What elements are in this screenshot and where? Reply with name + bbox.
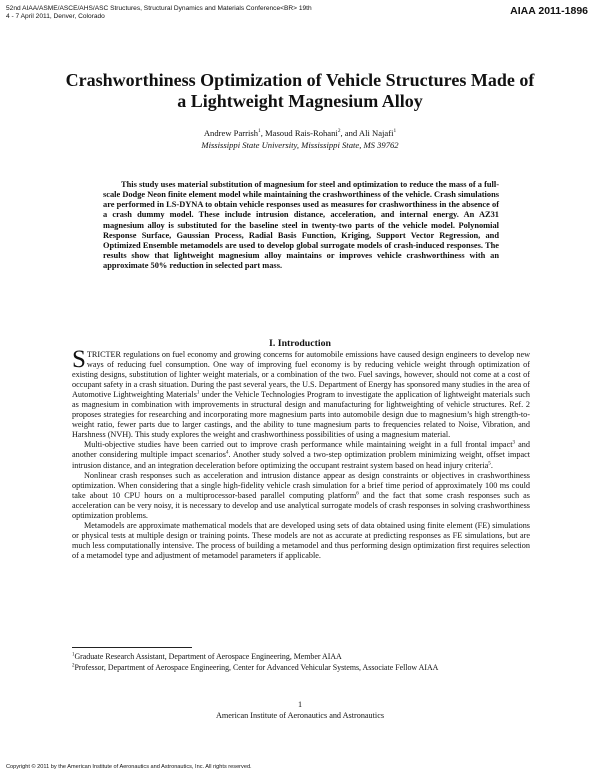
paragraph-text: Metamodels are approximate mathematical models that are developed using sets of data obtained using finite element (FE) simulations or physical tests at multiple design or training points. These models are not as accurate at predicting responses as FE simulations, but are much less computationally intensive. The process of building a metamodel and thus performing design optimization first requires selection of a metamodel type and adjustment of metamodel parameters if applicable. — [72, 520, 530, 560]
author-name: Ali Najafi — [358, 128, 394, 138]
paragraph-text: and the fact that some crash responses such as acceleration can be very noisy, it is necessary to develop and use analytical surrogate models of crash responses in solving crashworthiness optimization problems. — [72, 490, 530, 520]
reference-mark: 3 — [512, 439, 516, 446]
body-text — [72, 346, 530, 561]
reference-mark: 6 — [356, 489, 359, 496]
copyright-notice: Copyright © 2011 by the American Institute of Aeronautics and Astronautics, Inc. All rights reserved. — [6, 764, 252, 770]
paragraph-text: TRICTER regulations on fuel economy and growing concerns for automobile emissions have caused design engineers to develop new ways of reducing fuel consumption. One way of improving fuel economy is by reducing vehicle weight through optimization of existing designs, substitution of lighter weight materials, or a combination of the two. Fuel savings, however, should not come at a cost of occupant safety in a crash situation. During the past several years, the U.S. Department of Energy has sponsored many studies in the area of Automotive Lightweighting Materials — [72, 350, 530, 400]
reference-mark: 4 — [225, 449, 229, 456]
footnote-text: Graduate Research Assistant, Department of Aerospace Engineering, Member AIAA — [74, 652, 342, 661]
author-affiliation-mark: 1 — [258, 128, 261, 135]
author-list — [60, 128, 540, 139]
organization-footer: American Institute of Aeronautics and Astronautics — [215, 711, 385, 720]
conference-line-1: 52nd AIAA/ASME/ASCE/AHS/ASC Structures, Structural Dynamics and Materials Conference<BR> 19th — [6, 5, 312, 12]
paragraph-text: under the Vehicle Technologies Program to investigate the application of lightweight materials such as magnesium in combination with improvements in structural design and manufacturing for lightweighting of vehicle structures. Ref. 2 proposes strategies for researching and incorporating more magnesium parts into automobile design due to magnesium’s high strength-to-weight ratio, fewer parts due to larger castings, and the ability to tune magnesium parts to frequencies related to Noise, Vibration, and Harshness (NVH). This study explores the weight and crashworthiness possibilities of using a magnesium material. — [72, 390, 530, 440]
paragraph — [72, 521, 530, 561]
author-separator: , — [260, 128, 265, 138]
footnote — [72, 663, 530, 673]
reference-mark: 1 — [196, 389, 200, 396]
reference-mark: 5 — [488, 459, 491, 466]
footnote — [72, 652, 530, 662]
paragraph-text: . — [490, 460, 493, 470]
paper-title: Crashworthiness Optimization of Vehicle Structures Made of a Lightweight Magnesium Alloy — [65, 70, 535, 111]
page-number: 1 — [297, 700, 303, 709]
paragraph-text: and another considering multiple impact scenarios — [72, 440, 530, 460]
conference-header — [6, 5, 436, 21]
paragraph — [72, 471, 530, 521]
paragraph — [72, 440, 530, 470]
affiliation: Mississippi State University, Mississippi State, MS 39762 — [201, 140, 399, 150]
paragraph — [72, 346, 530, 440]
conference-line-2: 4 - 7 April 2011, Denver, Colorado — [6, 13, 105, 20]
footnotes — [72, 652, 530, 674]
paragraph-text: Multi-objective studies have been carried out to improve crash performance while maintaining weight in a full frontal impact — [84, 440, 513, 450]
footnote-mark: 2 — [72, 663, 75, 669]
abstract: This study uses material substitution of magnesium for steel and optimization to reduce the mass of a full-scale Dodge Neon finite element model while maintaining the crashworthiness of the vehicle. Crash simulations are performed in LS-DYNA to obtain vehicle responses used as measures for crashworthiness in the absence of a crash dummy model. These include intrusion distance, acceleration, and internal energy. An AZ31 magnesium alloy is substituted for the baseline steel in twenty-two parts of the vehicle model. Polynomial Response Surface, Gaussian Process, Radial Basis Function, Kriging, Support Vector Regression, and Optimized Ensemble metamodels are used to develop global surrogate models of crash-induced responses. The results show that lightweight magnesium alloy maintains or improves vehicle crashworthiness with an approximate 50% reduction in selected part mass. — [103, 180, 499, 271]
paragraph-text: . Another study solved a two-step optimization problem minimizing weight, offset impact intrusion distance, and an integration deceleration before optimizing the occupant restraint system based on head injury criteria — [72, 450, 530, 470]
author-name: Masoud Rais-Rohani — [265, 128, 338, 138]
footnote-text: Professor, Department of Aerospace Engineering, Center for Advanced Vehicular Systems, Associate Fellow AIAA — [74, 663, 439, 672]
footnote-rule — [72, 647, 192, 648]
drop-cap: S — [72, 346, 86, 373]
footnote-mark: 1 — [72, 652, 75, 658]
author-separator: , and — [340, 128, 359, 138]
paragraph-text: Nonlinear crash responses such as acceleration and intrusion distance appear as design constraints or objectives in crashworthiness optimization. When considering that a single high-fidelity vehicle crash simulation for a brief time period of approximately 100 ms could take about 10 CPU hours on a multiprocessor-based parallel computing platform — [72, 470, 530, 500]
author-name: Andrew Parrish — [203, 128, 259, 138]
section-heading: I. Introduction — [269, 338, 331, 349]
author-affiliation-mark: 1 — [393, 128, 397, 135]
paper-id: AIAA 2011-1896 — [510, 5, 588, 17]
author-affiliation-mark: 2 — [337, 128, 341, 135]
